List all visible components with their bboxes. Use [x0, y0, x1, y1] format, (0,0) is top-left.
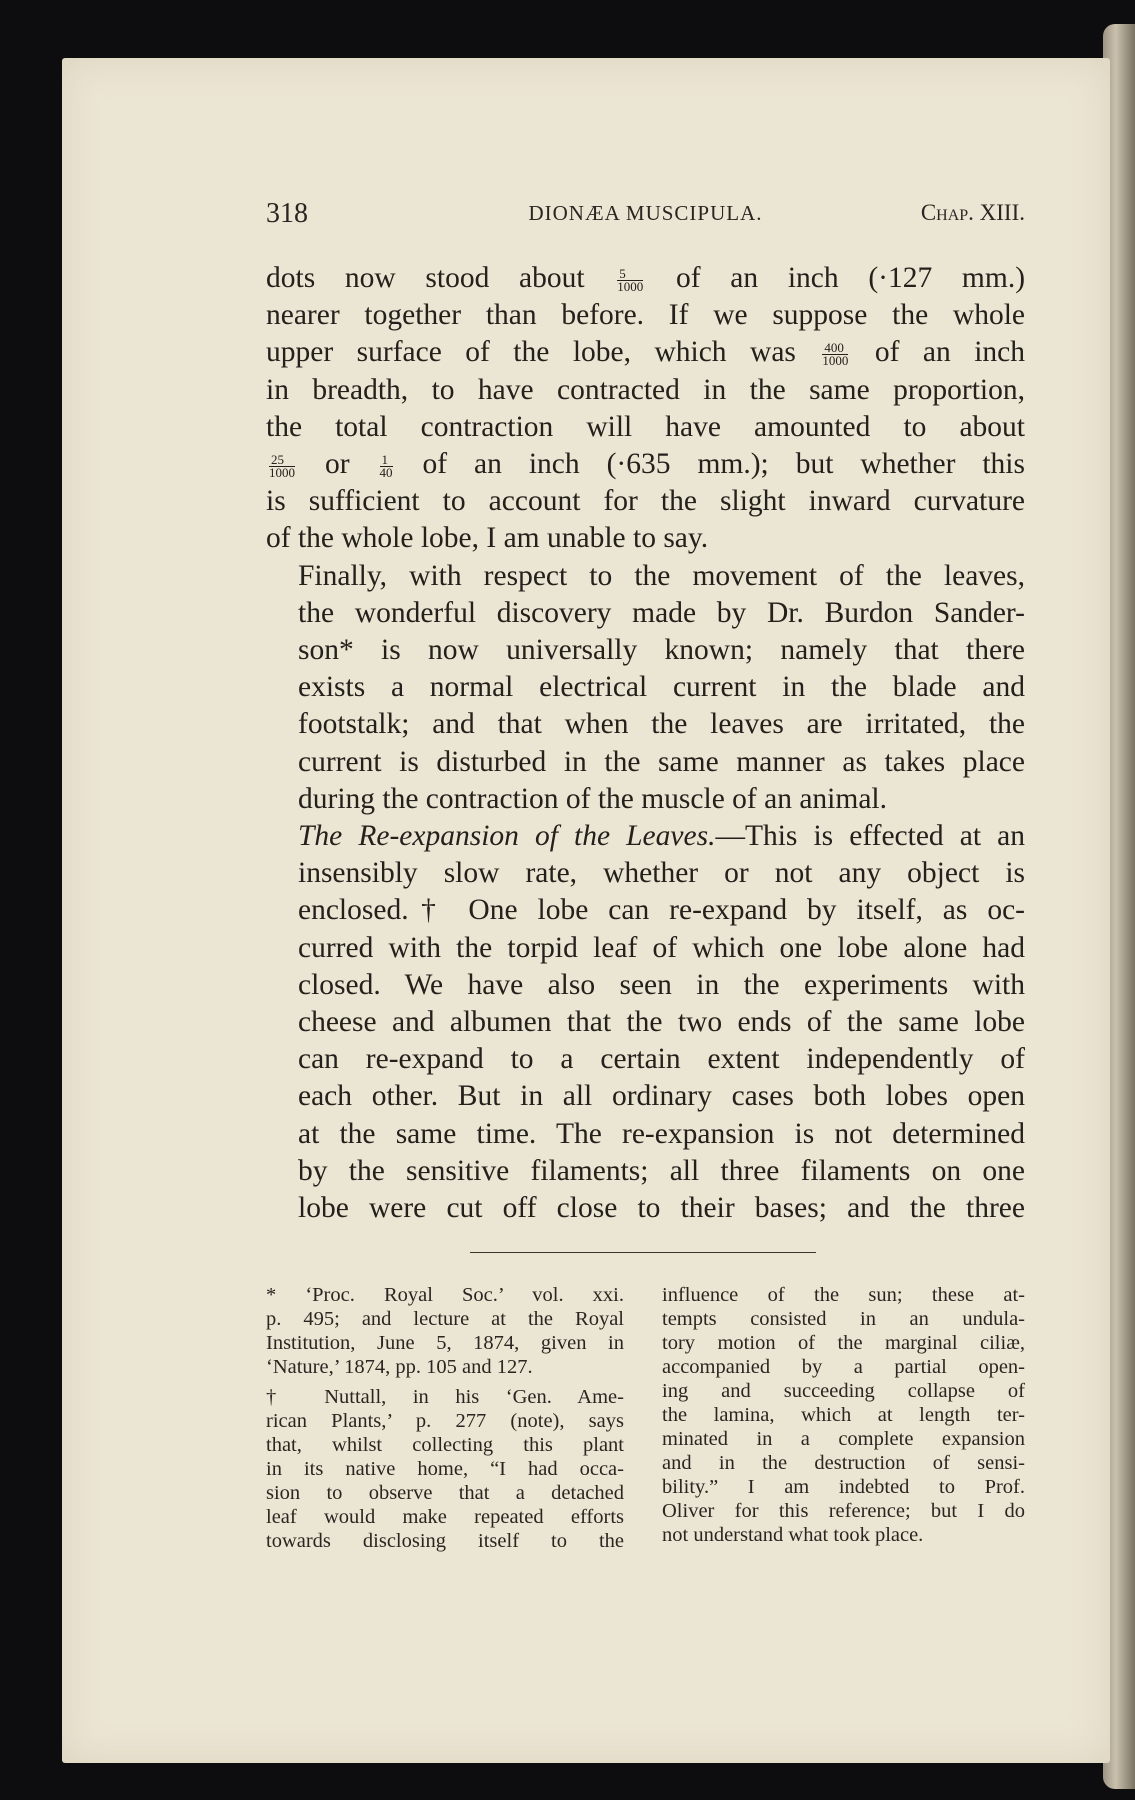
footnote-line: rican Plants,’ p. 277 (note), says: [266, 1410, 624, 1432]
text-line: enclosed.† One lobe can re-expand by itself, as oc-: [298, 894, 1025, 927]
footnote-proc-royal-soc: [266, 1283, 624, 1379]
paragraph-1: [266, 260, 1025, 558]
text-line: each other. But in all ordinary cases both lobes open: [298, 1080, 1025, 1113]
paragraph-2: [266, 558, 1025, 818]
footnote-line: tory motion of the marginal ciliæ,: [662, 1332, 1025, 1354]
text-line: $\frac{25}{1000}$ or $\frac{1}{40}$ of an inch (·635 mm.); but whether this: [269, 448, 1025, 481]
text-line: the wonderful discovery made by Dr. Burdon Sander-: [298, 596, 1025, 629]
text-line: lobe were cut off close to their bases; and the three: [298, 1192, 1025, 1225]
fraction: $\frac{1}{40}$: [379, 451, 393, 480]
text-line: is sufficient to account for the slight inward curvature: [266, 485, 1025, 518]
footnote-rule: [470, 1252, 816, 1253]
text-line: of the whole lobe, I am unable to say.: [266, 522, 709, 555]
footnote-line: bility.” I am indebted to Prof.: [662, 1476, 1025, 1498]
footnote-line: towards disclosing itself to the: [266, 1530, 624, 1552]
footnote-line: accompanied by a partial open-: [662, 1356, 1025, 1378]
page-number: 318: [266, 198, 308, 229]
footnote-nuttall-continued: [662, 1283, 1025, 1547]
text-line: Finally, with respect to the movement of the leaves,: [298, 559, 1025, 592]
text-line: dots now stood about $\frac{5}{1000}$ of an inch (·127 mm.): [266, 262, 1026, 294]
text-line: in breadth, to have contracted in the same proportion,: [266, 373, 1025, 406]
chapter-label: Chap. XIII.: [920, 200, 1025, 225]
text-line: The Re-expansion of the Leaves.—This is effected at an: [298, 820, 1025, 853]
fraction: $\frac{25}{1000}$: [269, 451, 295, 480]
paragraph-3: [266, 818, 1025, 1227]
text-line: cheese and albumen that the two ends of the same lobe: [298, 1006, 1025, 1039]
footnote-line: not understand what took place.: [662, 1524, 924, 1546]
footnote-line: p. 495; and lecture at the Royal: [266, 1308, 624, 1330]
text-line: footstalk; and that when the leaves are irritated, the: [298, 708, 1025, 741]
footnote-line: sion to observe that a detached: [266, 1482, 624, 1504]
text-line: exists a normal electrical current in the blade and: [298, 671, 1025, 704]
footnote-line: ing and succeeding collapse of: [662, 1380, 1025, 1402]
footnote-line: influence of the sun; these at-: [662, 1284, 1025, 1306]
text-line: by the sensitive filaments; all three filaments on one: [298, 1154, 1025, 1187]
text-line: during the contraction of the muscle of an animal.: [298, 782, 887, 815]
footnote-line: Oliver for this reference; but I do: [662, 1500, 1025, 1522]
footnote-nuttall: [266, 1385, 624, 1553]
text-line: son* is now universally known; namely that there: [298, 634, 1025, 667]
text-line: the total contraction will have amounted to about: [266, 410, 1025, 443]
text-line: nearer together than before. If we suppose the whole: [266, 299, 1025, 332]
text-line: upper surface of the lobe, which was $\frac{400}{1000}$ of an inch: [266, 336, 1026, 369]
footnotes-left: [266, 1283, 624, 1559]
main-text: [266, 260, 1025, 1227]
fraction: $\frac{400}{1000}$: [822, 340, 849, 369]
footnote-line: minated in a complete expansion: [662, 1428, 1025, 1450]
text-line: closed. We have also seen in the experiments with: [298, 968, 1025, 1001]
fraction: $\frac{5}{1000}$: [617, 265, 644, 294]
footnote-line: that, whilst collecting this plant: [266, 1434, 624, 1456]
footnote-line: and in the destruction of sensi-: [662, 1452, 1025, 1474]
section-heading: The Re-expansion of the Leaves.: [298, 820, 716, 853]
footnotes-right: [662, 1283, 1025, 1553]
footnote-line: leaf would make repeated efforts: [266, 1506, 624, 1528]
footnote-line: † Nuttall, in his ‘Gen. Ame-: [266, 1386, 624, 1408]
footnote-line: * ‘Proc. Royal Soc.’ vol. xxi.: [266, 1284, 624, 1306]
text-line: insensibly slow rate, whether or not any object is: [298, 857, 1025, 890]
text-line: can re-expand to a certain extent independently of: [298, 1043, 1025, 1076]
text-line: curred with the torpid leaf of which one lobe alone had: [298, 931, 1025, 964]
text-line: at the same time. The re-expansion is not determined: [298, 1117, 1025, 1150]
running-title: DIONÆA MUSCIPULA.: [528, 201, 763, 225]
footnote-line: in its native home, “I had occa-: [266, 1458, 624, 1480]
footnote-line: tempts consisted in an undula-: [662, 1308, 1025, 1330]
footnote-line: ‘Nature,’ 1874, pp. 105 and 127.: [266, 1356, 533, 1378]
footnote-line: the lamina, which at length ter-: [662, 1404, 1025, 1426]
footnote-line: Institution, June 5, 1874, given in: [266, 1332, 624, 1354]
text-line: current is disturbed in the same manner as takes place: [298, 745, 1025, 778]
